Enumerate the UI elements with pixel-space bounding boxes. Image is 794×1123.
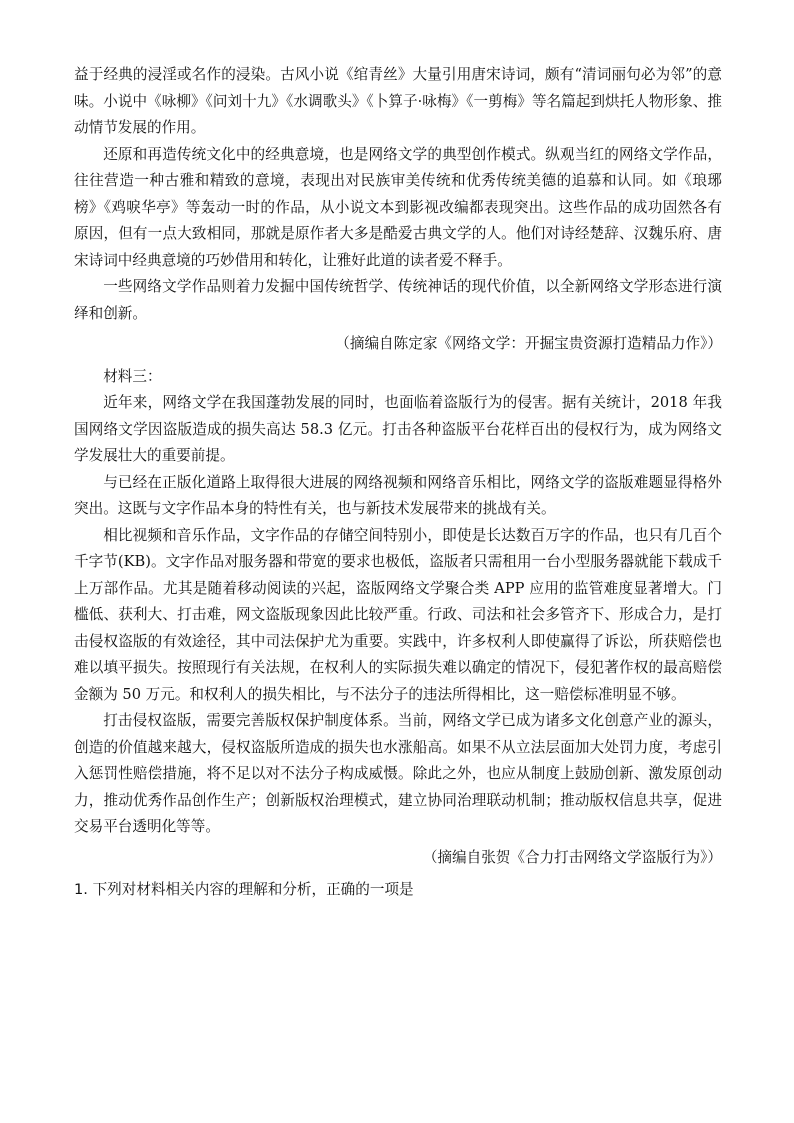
paragraph-classic-mood: 还原和再造传统文化中的经典意境，也是网络文学的典型创作模式。纵观当红的网络文学作品，往往营造一种古雅和精致的意境，表现出对民族审美传统和优秀传统美德的追慕和认同。如《琅琊榜》《鸡唳华亭》等轰动一时的作品，从小说文本到影视改编都表现突出。这些作品的成功固然各有原因，但有一点大致相同，那就是原作者大多是酷爱古典文学的人。他们对诗经楚辞、汉魏乐府、唐宋诗词中经典意境的巧妙借用和转化，让雅好此道的读者爱不释手。 xyxy=(74,145,722,269)
source-citation-1: （摘编自陈定家《网络文学：开掘宝贵资源打造精品力作》） xyxy=(335,335,722,352)
question-1: 1. 下列对材料相关内容的理解和分析，正确的一项是 xyxy=(74,881,414,898)
paragraph-piracy-reasons: 相比视频和音乐作品，文字作品的存储空间特别小，即使是长达数百万字的作品，也只有几百个千字节(KB)。文字作品对服务器和带宽的要求也极低，盗版者只需租用一台小型服务器就能下载成千上万部作品。尤其是随着移动阅读的兴起，盗版网络文学聚合类 APP 应用的监管难度显著增大。门槛低、获利大、打击难，网文盗版现象因此比较严重。行政、司法和社会多管齐下、形成合力，是打击侵权盗版的有效途径，其中司法保护尤为重要。实践中，许多权利人即使赢得了诉讼，所获赔偿也难以填平损失。按照现行有关法规，在权利人的实际损失难以确定的情况下，侵犯著作权的最高赔偿金额为 50 万元。和权利人的损失相比，与不法分子的违法所得相比，这一赔偿标准明显不够。 xyxy=(74,526,722,703)
paragraph-piracy-remedies: 打击侵权盗版，需要完善版权保护制度体系。当前，网络文学已成为诸多文化创意产业的源头，创造的价值越来越大，侵权盗版所造成的损失也水涨船高。如果不从立法层面加大处罚力度，考虑引入惩罚性赔偿措施，将不足以对不法分子构成威慑。除此之外，也应从制度上鼓励创新、激发原创动力，推动优秀作品创作生产；创新版权治理模式，建立协同治理联动机制；推动版权信息共享，促进交易平台透明化等等。 xyxy=(74,712,722,835)
source-citation-2: （摘编自张贺《合力打击网络文学盗版行为》） xyxy=(422,848,722,866)
material-3-heading: 材料三： xyxy=(103,367,162,385)
paragraph-piracy-comparison: 与已经在正版化道路上取得很大进展的网络视频和网络音乐相比，网络文学的盗版难题显得格外突出。这既与文字作品本身的特性有关，也与新技术发展带来的挑战有关。 xyxy=(74,473,722,517)
paragraph-philosophy-myth: 一些网络文学作品则着力发掘中国传统哲学、传统神话的现代价值，以全新网络文学形态进行演绎和创新。 xyxy=(74,278,722,322)
paragraph-continuation: 益于经典的浸淫或名作的浸染。古风小说《绾青丝》大量引用唐宋诗词，颇有“清词丽句必为邻”的意味。小说中《咏柳》《问刘十九》《水调歌头》《卜算子·咏梅》《一剪梅》等名篇起到烘托人物形象、推动情节发展的作用。 xyxy=(74,66,722,136)
document-body xyxy=(74,62,722,904)
paragraph-piracy-intro: 近年来，网络文学在我国蓬勃发展的同时，也面临着盗版行为的侵害。据有关统计，2018 年我国网络文学因盗版造成的损失高达 58.3 亿元。打击各种盗版平台花样百出的侵权行为，成为网络文学发展壮大的重要前提。 xyxy=(74,394,722,464)
